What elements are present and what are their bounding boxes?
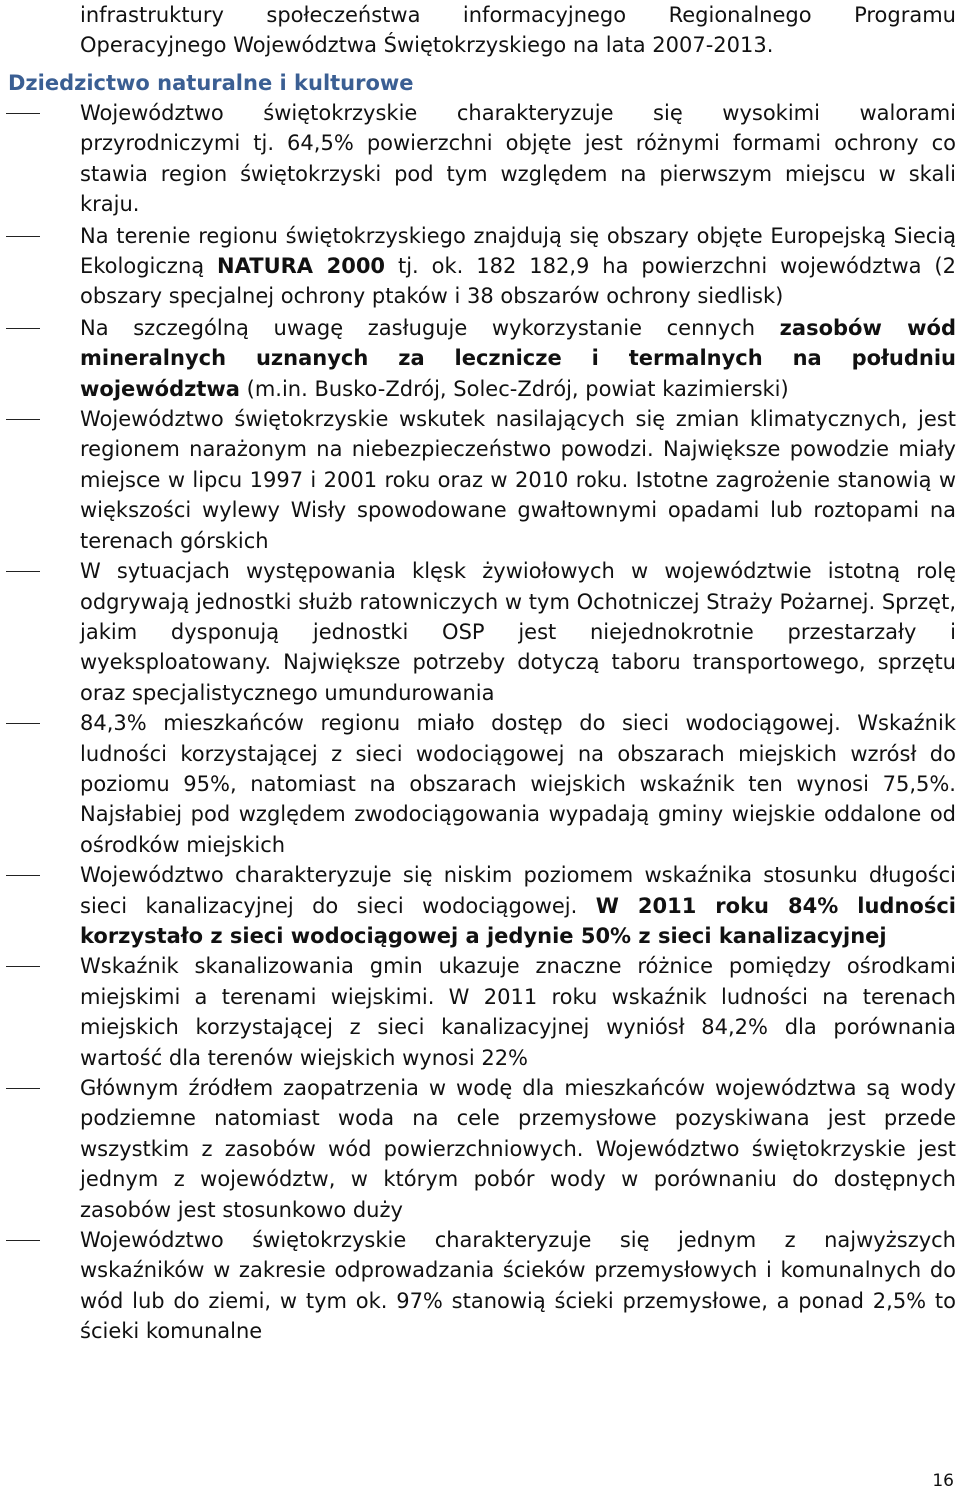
list-item: Województwo świętokrzyskie charakteryzuje się jednym z najwyższych wskaźników w zakresie odprowadzania ścieków przemysłowych i komunalnych do wód lub do ziemi, w tym ok. 97% stanowią ścieki przemysłowe, a ponad 2,5% to ścieki komunalne [0, 1225, 956, 1347]
list-item: Województwo świętokrzyskie wskutek nasilających się zmian klimatycznych, jest regionem narażonym na niebezpieczeństwo powodzi. Największe powodzie miały miejsce w lipcu 1997 i 2001 roku oraz w 2010 roku. Istotne zagrożenie stanowią w większości wylewy Wisły spowodowane gwałtownymi opadami lub roztopami na terenach górskich [0, 404, 956, 556]
page-number: 16 [932, 1471, 954, 1491]
dash-bullet-icon [6, 328, 40, 329]
dash-bullet-icon [6, 723, 40, 724]
dash-bullet-icon [6, 113, 40, 114]
list-item: Wskaźnik skanalizowania gmin ukazuje znaczne różnice pomiędzy ośrodkami miejskimi a terenami wiejskimi. W 2011 roku wskaźnik ludności na terenach miejskich korzystającej z sieci kanalizacyjnej wyniósł 84,2% dla porównania wartość dla terenów wiejskich wynosi 22% [0, 951, 956, 1073]
list-item: 84,3% mieszkańców regionu miało dostęp do sieci wodociągowej. Wskaźnik ludności korzystającej z sieci wodociągowej na obszarach miejskich wzrósł do poziomu 95%, natomiast na obszarach wiejskich wskaźnik ten wynosi 75,5%. Najsłabiej pod względem zwodociągowania wypadają gminy wiejskie oddalone od ośrodków miejskich [0, 708, 956, 860]
dash-bullet-icon [6, 419, 40, 420]
dash-bullet-icon [6, 1088, 40, 1089]
intro-paragraph: infrastruktury społeczeństwa informacyjnego Regionalnego Programu Operacyjnego Województwa Świętokrzyskiego na lata 2007-2013. [80, 3, 956, 58]
list-item: W sytuacjach występowania klęsk żywiołowych w województwie istotną rolę odgrywają jednostki służb ratowniczych w tym Ochotniczej Straży Pożarnej. Sprzęt, jakim dysponują jednostki OSP jest niejednokrotnie przestarzały i wyeksploatowany. Największe potrzeby dotyczą taboru transportowego, sprzętu oraz specjalistycznego umundurowania [0, 556, 956, 708]
section-heading: Dziedzictwo naturalne i kulturowe [8, 71, 414, 95]
list-item: Na szczególną uwagę zasługuje wykorzystanie cennych zasobów wód mineralnych uznanych za lecznicze i termalnych na południu województwa (m.in. Busko-Zdrój, Solec-Zdrój, powiat kazimierski) [0, 313, 956, 404]
dash-bullet-icon [6, 571, 40, 572]
list-item: Województwo charakteryzuje się niskim poziomem wskaźnika stosunku długości sieci kanalizacyjnej do sieci wodociągowej. W 2011 roku 84% ludności korzystało z sieci wodociągowej a jedynie 50% z sieci kanalizacyjnej [0, 860, 956, 951]
list-item: Na terenie regionu świętokrzyskiego znajdują się obszary objęte Europejską Siecią Ekologiczną NATURA 2000 tj. ok. 182 182,9 ha powierzchni województwa (2 obszary specjalnej ochrony ptaków i 38 obszarów ochrony siedlisk) [0, 221, 956, 312]
list-item: Województwo świętokrzyskie charakteryzuje się wysokimi walorami przyrodniczymi tj. 64,5% powierzchni objęte jest różnymi formami ochrony co stawia region świętokrzyski pod tym względem na pierwszym miejscu w skali kraju. [0, 98, 956, 220]
bullet-list [0, 98, 960, 1347]
dash-bullet-icon [6, 875, 40, 876]
dash-bullet-icon [6, 1240, 40, 1241]
dash-bullet-icon [6, 966, 40, 967]
dash-bullet-icon [6, 236, 40, 237]
list-item: Głównym źródłem zaopatrzenia w wodę dla mieszkańców województwa są wody podziemne natomiast woda na cele przemysłowe pozyskiwana jest przede wszystkim z zasobów wód powierzchniowych. Województwo świętokrzyskie jest jednym z województw, w którym pobór wody w porównaniu do dostępnych zasobów jest stosunkowo duży [0, 1073, 956, 1225]
